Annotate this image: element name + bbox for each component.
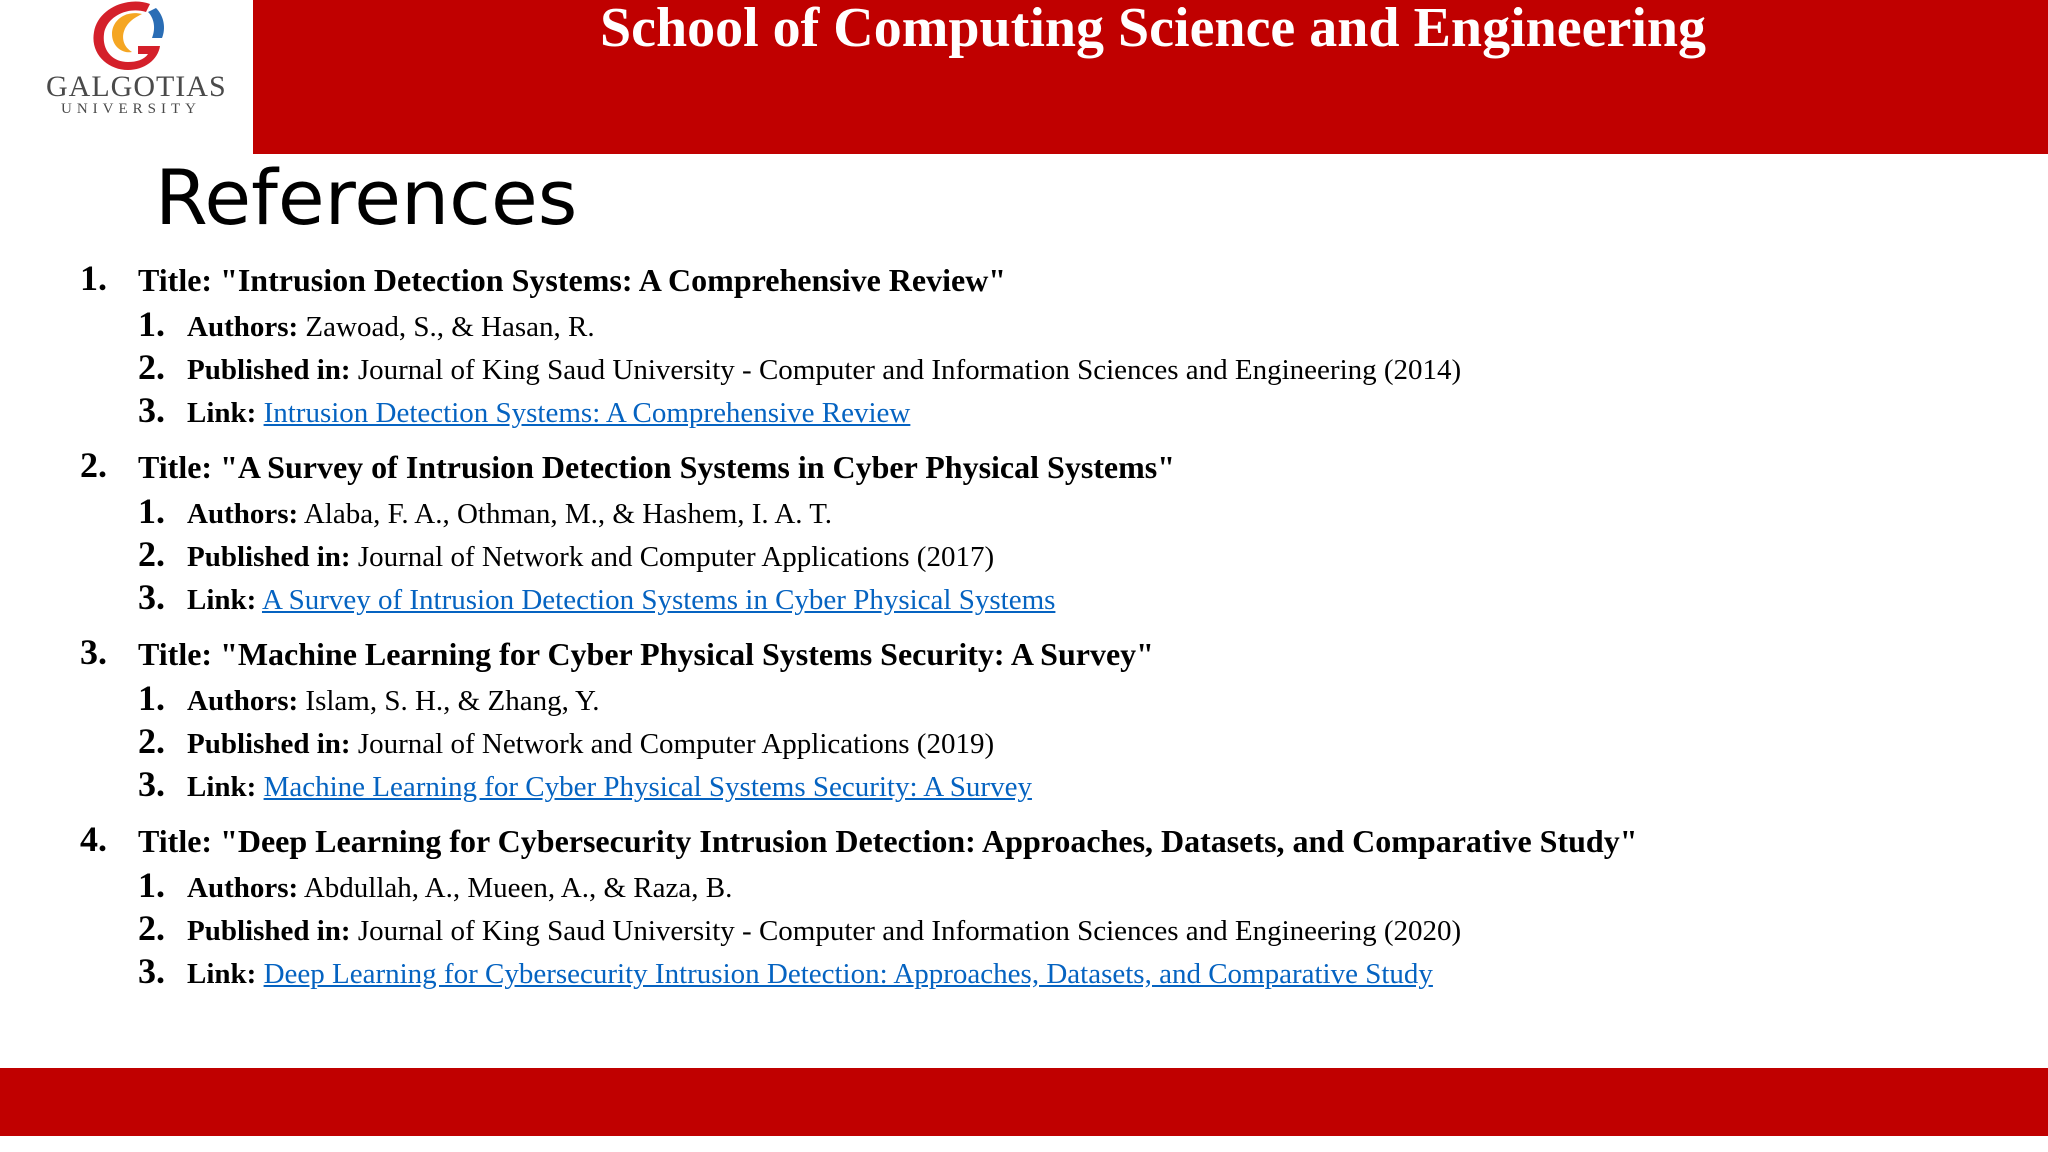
published-row: [0, 534, 2048, 574]
sub-number: 3.: [138, 951, 165, 991]
references-list: [0, 256, 2048, 1004]
reference-title: Title: "A Survey of Intrusion Detection Systems in Cyber Physical Systems": [138, 449, 1175, 485]
link-label: Link:: [187, 771, 257, 803]
authors-label: Authors:: [187, 685, 299, 717]
sub-number: 1.: [138, 678, 165, 718]
sub-number: 2.: [138, 908, 165, 948]
footer-bar: [0, 1068, 2048, 1136]
sub-number: 1.: [138, 491, 165, 531]
reference-item: [0, 630, 2048, 817]
authors-label: Authors:: [187, 498, 299, 530]
university-logo: [0, 0, 252, 154]
logo-name: GALGOTIAS: [46, 70, 227, 103]
reference-title: Title: "Machine Learning for Cyber Physical Systems Security: A Survey": [138, 636, 1154, 672]
sub-number: 3.: [138, 764, 165, 804]
reference-title: Title: "Intrusion Detection Systems: A Comprehensive Review": [138, 262, 1007, 298]
published-value: Journal of King Saud University - Computer and Information Sciences and Engineering (2014): [357, 354, 1462, 386]
reference-number: 4.: [80, 819, 107, 859]
authors-label: Authors:: [187, 872, 299, 904]
authors-value: Alaba, F. A., Othman, M., & Hashem, I. A. T.: [303, 498, 833, 530]
published-value: Journal of Network and Computer Applications (2019): [357, 728, 995, 760]
authors-row: [0, 865, 2048, 905]
reference-link[interactable]: Deep Learning for Cybersecurity Intrusion Detection: Approaches, Datasets, and Comparative Study: [263, 958, 1433, 990]
header-title: School of Computing Science and Engineering: [599, 0, 1707, 59]
reference-number: 3.: [80, 632, 107, 672]
authors-row: [0, 304, 2048, 344]
authors-value: Abdullah, A., Mueen, A., & Raza, B.: [303, 872, 733, 904]
published-label: Published in:: [187, 354, 351, 386]
sub-number: 1.: [138, 304, 165, 344]
reference-link[interactable]: A Survey of Intrusion Detection Systems in Cyber Physical Systems: [261, 584, 1056, 616]
reference-title: Title: "Deep Learning for Cybersecurity Intrusion Detection: Approaches, Datasets, and Comparative Study": [138, 823, 1638, 859]
reference-number: 1.: [80, 258, 107, 298]
link-row: [0, 390, 2048, 430]
authors-row: [0, 491, 2048, 531]
published-value: Journal of King Saud University - Computer and Information Sciences and Engineering (2020): [357, 915, 1462, 947]
link-row: [0, 951, 2048, 991]
sub-number: 2.: [138, 721, 165, 761]
page-title: References: [155, 153, 578, 242]
authors-value: Zawoad, S., & Hasan, R.: [305, 311, 595, 343]
published-label: Published in:: [187, 915, 351, 947]
reference-link[interactable]: Machine Learning for Cyber Physical Systems Security: A Survey: [263, 771, 1032, 803]
link-row: [0, 577, 2048, 617]
published-row: [0, 347, 2048, 387]
link-label: Link:: [187, 397, 257, 429]
authors-label: Authors:: [187, 311, 299, 343]
published-row: [0, 721, 2048, 761]
link-label: Link:: [187, 958, 257, 990]
header-bar: [253, 0, 2048, 154]
reference-item: [0, 443, 2048, 630]
sub-number: 3.: [138, 577, 165, 617]
sub-number: 3.: [138, 390, 165, 430]
published-row: [0, 908, 2048, 948]
published-value: Journal of Network and Computer Applications (2017): [357, 541, 995, 573]
authors-row: [0, 678, 2048, 718]
published-label: Published in:: [187, 541, 351, 573]
authors-value: Islam, S. H., & Zhang, Y.: [305, 685, 600, 717]
reference-item: [0, 256, 2048, 443]
link-row: [0, 764, 2048, 804]
sub-number: 1.: [138, 865, 165, 905]
sub-number: 2.: [138, 347, 165, 387]
reference-number: 2.: [80, 445, 107, 485]
galgotias-logo-icon: [82, 0, 172, 72]
logo-sub: UNIVERSITY: [61, 101, 201, 117]
sub-number: 2.: [138, 534, 165, 574]
link-label: Link:: [187, 584, 257, 616]
reference-link[interactable]: Intrusion Detection Systems: A Comprehensive Review: [263, 397, 911, 429]
reference-item: [0, 817, 2048, 1004]
published-label: Published in:: [187, 728, 351, 760]
